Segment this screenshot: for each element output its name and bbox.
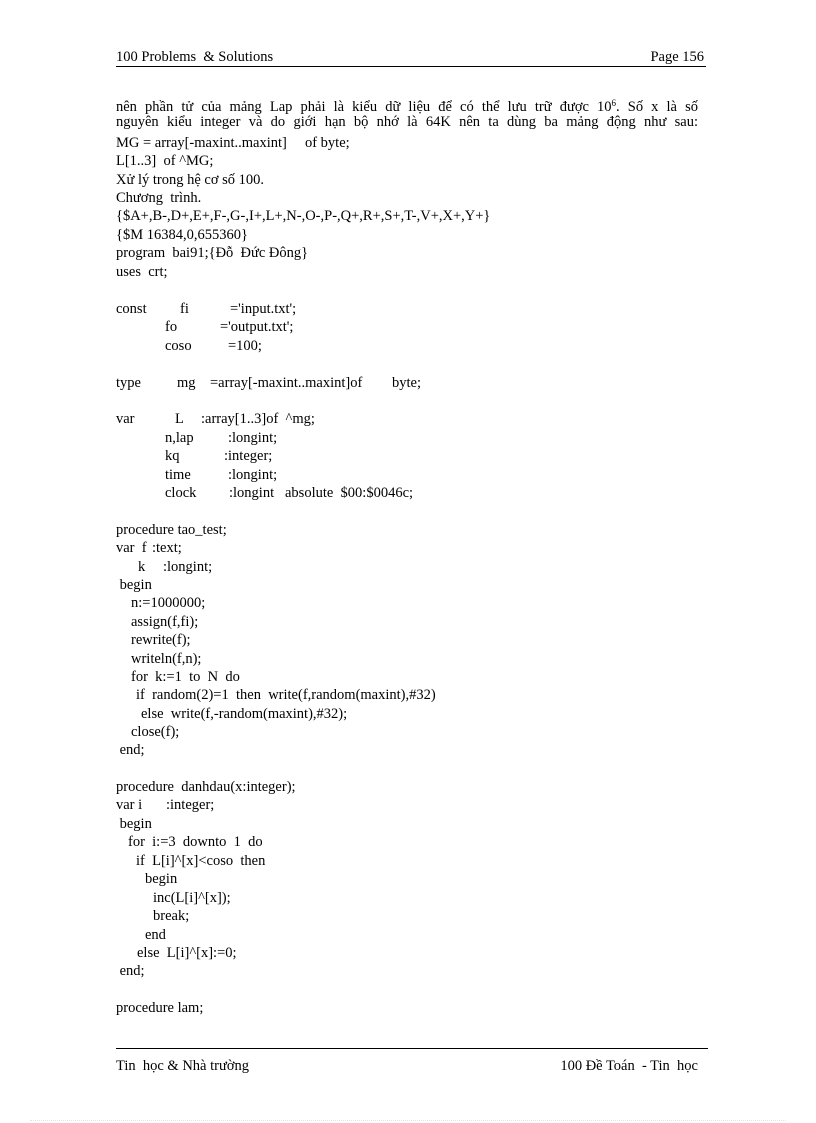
code-line: else L[i]^[x]:=0; <box>137 945 237 961</box>
code-line: begin <box>145 871 178 887</box>
identifier: k <box>138 559 146 575</box>
code-line: end; <box>116 963 145 979</box>
value: :integer; <box>166 797 215 813</box>
identifier: mg <box>177 375 196 391</box>
code-line: procedure lam; <box>116 1000 204 1016</box>
code-line: {$M 16384,0,655360} <box>116 227 248 243</box>
identifier: fi <box>180 301 189 317</box>
code-line: for i:=3 downto 1 do <box>128 834 263 850</box>
code-line: procedure tao_test; <box>116 522 227 538</box>
value: :longint; <box>228 430 278 446</box>
footer-left: Tin học & Nhà trường <box>116 1058 250 1074</box>
code-line: procedure danhdau(x:integer); <box>116 779 296 795</box>
footer-rule <box>116 1048 708 1049</box>
value: :longint; <box>228 467 278 483</box>
code-line: else write(f,-random(maxint),#32); <box>141 706 348 722</box>
text-line: MG = array[-maxint..maxint] of byte; <box>116 135 350 151</box>
code-line: if random(2)=1 then write(f,random(maxint),#32) <box>136 687 436 703</box>
page-edge <box>30 1120 786 1121</box>
footer-right: 100 Đề Toán - Tin học <box>560 1058 698 1074</box>
superscript: 6 <box>611 98 617 108</box>
header-title: 100 Problems & Solutions <box>116 49 274 65</box>
identifier: clock <box>165 485 197 501</box>
code-line: begin <box>116 816 152 832</box>
value: :integer; <box>224 448 273 464</box>
identifier: n,lap <box>165 430 194 446</box>
code-line: close(f); <box>131 724 180 740</box>
identifier: var i <box>116 797 143 813</box>
code-line: begin <box>116 577 152 593</box>
value: =100; <box>228 338 262 354</box>
text-line: Chương trình. <box>116 190 202 206</box>
identifier: kq <box>165 448 180 464</box>
value: :array[1..3]of ^mg; <box>201 411 315 427</box>
code-line: program bai91;{Đỗ Đức Đông} <box>116 245 309 261</box>
value: ='input.txt'; <box>230 301 297 317</box>
text-line: L[1..3] of ^MG; <box>116 153 214 169</box>
code-line: writeln(f,n); <box>131 651 202 667</box>
keyword: const <box>116 301 147 317</box>
identifier: fo <box>165 319 178 335</box>
identifier: coso <box>165 338 192 354</box>
text: nên phần tử của mảng Lap phải là kiểu dữ liệu để có thể lưu trữ được 10 <box>116 99 612 115</box>
identifier: L <box>175 411 184 427</box>
keyword: type <box>116 375 141 391</box>
identifier: var f <box>116 540 147 556</box>
keyword: var <box>116 411 135 427</box>
code-line: {$A+,B-,D+,E+,F-,G-,I+,L+,N-,O-,P-,Q+,R+,S+,T-,V+,X+,Y+} <box>116 208 491 224</box>
value: :longint; <box>163 559 213 575</box>
value: :text; <box>152 540 182 556</box>
text-line: Xử lý trong hệ cơ số 100. <box>116 172 265 188</box>
paragraph-line <box>116 94 698 115</box>
paragraph-line: nguyên kiểu integer và do giới hạn bộ nhớ là 64K nên ta dùng ba mảng động như sau: <box>116 114 698 130</box>
page-number: Page 156 <box>650 49 704 65</box>
code-line: inc(L[i]^[x]); <box>153 890 231 906</box>
value: byte; <box>392 375 421 391</box>
code-line: assign(f,fi); <box>131 614 199 630</box>
code-line: rewrite(f); <box>131 632 191 648</box>
value: =array[-maxint..maxint]of <box>210 375 363 391</box>
code-line: break; <box>153 908 190 924</box>
value: ='output.txt'; <box>220 319 294 335</box>
code-line: end <box>145 927 166 943</box>
text: . Số x là số <box>616 99 698 115</box>
code-line: if L[i]^[x]<coso then <box>136 853 266 869</box>
code-line: n:=1000000; <box>131 595 206 611</box>
identifier: time <box>165 467 191 483</box>
code-line: end; <box>116 742 145 758</box>
value: :longint absolute $00:$0046c; <box>229 485 414 501</box>
code-line: uses crt; <box>116 264 168 280</box>
page-header <box>116 49 706 67</box>
code-line: for k:=1 to N do <box>131 669 240 685</box>
